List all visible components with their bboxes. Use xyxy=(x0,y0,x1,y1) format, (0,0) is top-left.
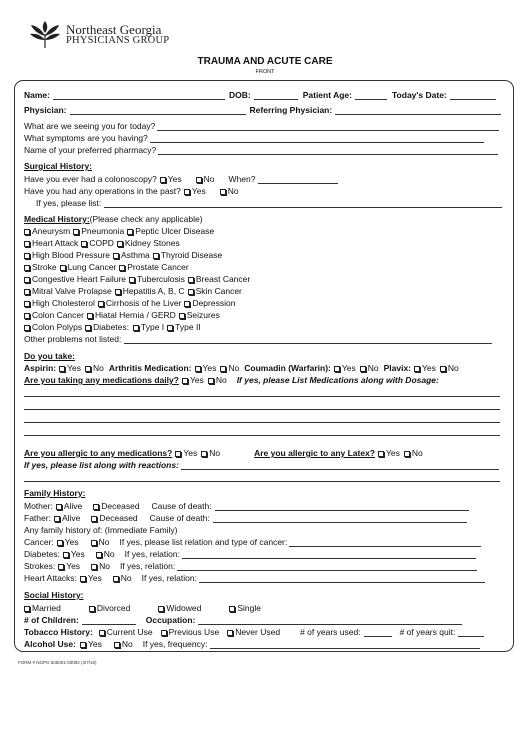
daily-no-checkbox[interactable] xyxy=(208,378,214,384)
colon-polyps-checkbox[interactable] xyxy=(24,325,30,331)
no-label: No xyxy=(228,363,240,373)
married-label: Married xyxy=(32,603,61,613)
no-label: No xyxy=(103,549,115,559)
allergy-meds-no-checkbox[interactable] xyxy=(201,451,207,457)
plavix-no-checkbox[interactable] xyxy=(440,366,446,372)
widowed-checkbox[interactable] xyxy=(158,606,164,612)
condition-checkbox[interactable] xyxy=(119,265,125,271)
heart-attacks-label: Heart Attacks: xyxy=(24,573,77,583)
condition-checkbox[interactable] xyxy=(129,277,135,283)
cancer-note-label: If yes, please list relation and type of cancer: xyxy=(119,537,288,547)
cancer-label: Cancer: xyxy=(24,537,54,547)
diabetes-label: Diabetes: xyxy=(24,549,60,559)
physician-label: Physician: xyxy=(24,105,67,115)
divorced-checkbox[interactable] xyxy=(89,606,95,612)
condition-checkbox[interactable] xyxy=(60,265,66,271)
current-use-checkbox[interactable] xyxy=(99,630,105,636)
family-cancer-row xyxy=(24,537,481,547)
condition-label: Lung Cancer xyxy=(67,262,117,272)
other-problems-field[interactable] xyxy=(124,335,492,344)
father-deceased-checkbox[interactable] xyxy=(91,516,97,522)
family-strokes-row xyxy=(24,561,477,571)
mother-deceased-checkbox[interactable] xyxy=(93,504,99,510)
alive-label: Alive xyxy=(61,513,81,523)
daily-meds-row xyxy=(24,375,439,385)
heart-no-checkbox[interactable] xyxy=(113,576,119,582)
coumadin-yes-checkbox[interactable] xyxy=(334,366,340,372)
no-label: No xyxy=(227,186,239,196)
condition-label: Cirrhosis of he Liver xyxy=(105,298,182,308)
previous-use-checkbox[interactable] xyxy=(161,630,167,636)
tobacco-row xyxy=(24,627,484,637)
diabetes-no-checkbox[interactable] xyxy=(96,552,102,558)
yes-label: Yes xyxy=(191,186,206,196)
question-2 xyxy=(24,133,484,143)
operations-list-field[interactable] xyxy=(104,199,502,208)
no-label: No xyxy=(99,561,110,571)
condition-checkbox[interactable] xyxy=(184,301,190,307)
form-subtitle: FRONT xyxy=(255,69,275,75)
today-label: Today's Date: xyxy=(392,90,447,100)
deceased-label: Deceased xyxy=(99,513,138,523)
never-used-label: Never Used xyxy=(235,627,281,637)
name-field[interactable] xyxy=(53,91,225,100)
children-row xyxy=(24,615,462,625)
medical-row-9 xyxy=(24,322,201,332)
physician-field[interactable] xyxy=(70,106,246,115)
cancer-field[interactable] xyxy=(289,538,481,547)
condition-label: Congestive Heart Failure xyxy=(32,274,127,284)
medical-row-7 xyxy=(24,298,235,308)
heart-yes-checkbox[interactable] xyxy=(80,576,86,582)
condition-label: Asthma xyxy=(120,250,150,260)
plavix-yes-checkbox[interactable] xyxy=(414,366,420,372)
allergy-meds-label: Are you allergic to any medications? xyxy=(24,448,173,458)
mother-alive-checkbox[interactable] xyxy=(56,504,62,510)
condition-checkbox[interactable] xyxy=(98,301,104,307)
operations-label: Have you had any operations in the past? xyxy=(24,186,181,196)
family-any-row: Any family history of: (Immediate Family) xyxy=(24,525,178,535)
operations-list-label: If yes, please list: xyxy=(36,198,102,208)
form-number: FORM # NGPG 505001-03092 (3/7/16) xyxy=(18,660,97,665)
yes-label: Yes xyxy=(87,639,102,649)
other-problems-label: Other problems not listed: xyxy=(24,334,122,344)
age-field[interactable] xyxy=(355,91,387,100)
condition-label: Hepatitis A, B, C xyxy=(122,286,185,296)
arthritis-no-checkbox[interactable] xyxy=(220,366,226,372)
father-label: Father: xyxy=(24,513,51,523)
meds-line-2[interactable] xyxy=(24,409,500,410)
condition-label: Tuberculosis xyxy=(137,274,185,284)
dob-label: DOB: xyxy=(228,90,251,100)
medical-heading-row xyxy=(24,214,203,224)
condition-label: Diabetes: xyxy=(93,322,130,332)
father-alive-checkbox[interactable] xyxy=(54,516,60,522)
question-3-label: Name of your preferred pharmacy? xyxy=(24,145,157,155)
relation-label: If yes, relation: xyxy=(141,573,197,583)
condition-checkbox[interactable] xyxy=(81,241,87,247)
alcohol-no-checkbox[interactable] xyxy=(114,642,120,648)
meds-list-note: If yes, please List Medications along with Dosage: xyxy=(236,375,439,385)
marital-row xyxy=(24,603,261,613)
coumadin-no-checkbox[interactable] xyxy=(360,366,366,372)
medical-heading: Medical History: xyxy=(24,214,90,224)
children-label: # of Children: xyxy=(24,615,79,625)
condition-label: Skin Cancer xyxy=(195,286,242,296)
operations-yes-checkbox[interactable] xyxy=(184,189,190,195)
single-label: Single xyxy=(237,603,261,613)
referring-label: Referring Physician: xyxy=(249,105,333,115)
strokes-yes-checkbox[interactable] xyxy=(58,564,64,570)
mother-cause-field[interactable] xyxy=(215,502,469,511)
condition-label: Thyroid Disease xyxy=(160,250,223,260)
family-diabetes-row xyxy=(24,549,476,559)
colonoscopy-label: Have you ever had a colonoscopy? xyxy=(24,174,157,184)
dob-field[interactable] xyxy=(254,91,298,100)
logo xyxy=(28,20,169,50)
family-heading: Family History: xyxy=(24,488,86,498)
latex-no-checkbox[interactable] xyxy=(404,451,410,457)
no-label: No xyxy=(120,573,132,583)
allergy-row xyxy=(24,448,423,458)
condition-label: Type II xyxy=(175,322,201,332)
meds-line-4[interactable] xyxy=(24,435,500,436)
condition-label: Colon Polyps xyxy=(32,322,83,332)
father-cause-field[interactable] xyxy=(213,514,467,523)
no-label: No xyxy=(203,174,215,184)
occupation-label: Occupation: xyxy=(145,615,196,625)
surgical-heading: Surgical History: xyxy=(24,161,93,171)
years-quit-label: # of years quit: xyxy=(399,627,456,637)
type-2-checkbox[interactable] xyxy=(167,325,173,331)
condition-label: Mitral Valve Prolapse xyxy=(32,286,112,296)
diabetes-checkbox[interactable] xyxy=(85,325,91,331)
yes-label: Yes xyxy=(189,375,204,385)
operations-no-checkbox[interactable] xyxy=(220,189,226,195)
medical-row-2 xyxy=(24,238,180,248)
plavix-label: Plavix: xyxy=(383,363,412,373)
colonoscopy-row xyxy=(24,174,338,184)
yes-label: Yes xyxy=(67,363,81,373)
alive-label: Alive xyxy=(63,501,83,511)
condition-checkbox[interactable] xyxy=(115,289,121,295)
colonoscopy-no-checkbox[interactable] xyxy=(196,177,202,183)
no-label: No xyxy=(411,448,423,458)
years-used-label: # of years used: xyxy=(300,627,361,637)
no-label: No xyxy=(367,363,379,373)
strokes-no-checkbox[interactable] xyxy=(91,564,97,570)
question-2-field[interactable] xyxy=(150,134,484,143)
alcohol-label: Alcohol Use: xyxy=(24,639,76,649)
patient-row-1 xyxy=(24,90,496,100)
allergy-meds-yes-checkbox[interactable] xyxy=(175,451,181,457)
allergy-list-label: If yes, please list along with reactions: xyxy=(24,460,179,470)
condition-checkbox[interactable] xyxy=(117,241,123,247)
medical-instructions: (Please check any applicable) xyxy=(89,214,203,224)
alcohol-yes-checkbox[interactable] xyxy=(80,642,86,648)
medical-row-1 xyxy=(24,226,214,236)
condition-checkbox[interactable] xyxy=(24,289,30,295)
medical-row-3 xyxy=(24,250,222,260)
meds-heading: Do you take: xyxy=(24,351,76,361)
medical-row-6 xyxy=(24,286,242,296)
age-label: Patient Age: xyxy=(302,90,352,100)
strokes-label: Strokes: xyxy=(24,561,56,571)
yes-label: Yes xyxy=(167,174,182,184)
other-problems-row xyxy=(24,334,492,344)
condition-checkbox[interactable] xyxy=(24,241,30,247)
tobacco-label: Tobacco History: xyxy=(24,627,93,637)
medical-row-8 xyxy=(24,310,220,320)
patient-row-2 xyxy=(24,105,501,115)
condition-label: Stroke xyxy=(32,262,57,272)
condition-checkbox[interactable] xyxy=(188,277,194,283)
medical-row-4 xyxy=(24,262,189,272)
relation-label: If yes, relation: xyxy=(124,549,180,559)
question-3 xyxy=(24,145,498,155)
allergy-list-field[interactable] xyxy=(181,461,499,470)
condition-checkbox[interactable] xyxy=(153,253,159,259)
social-heading: Social History: xyxy=(24,590,84,600)
condition-label: Breast Cancer xyxy=(195,274,251,284)
coumadin-label: Coumadin (Warfarin): xyxy=(244,363,331,373)
never-used-checkbox[interactable] xyxy=(227,630,233,636)
divorced-label: Divorced xyxy=(96,603,131,613)
condition-label: Depression xyxy=(192,298,236,308)
arthritis-yes-checkbox[interactable] xyxy=(195,366,201,372)
family-heart-row xyxy=(24,573,485,583)
operations-row xyxy=(24,186,239,196)
previous-use-label: Previous Use xyxy=(168,627,220,637)
cause-label: Cause of death: xyxy=(151,501,212,511)
yes-label: Yes xyxy=(341,363,356,373)
years-quit-field[interactable] xyxy=(458,628,484,637)
yes-label: Yes xyxy=(386,448,400,458)
logo-line-2: PHYSICIANS GROUP xyxy=(66,35,170,46)
widowed-label: Widowed xyxy=(166,603,202,613)
cancer-yes-checkbox[interactable] xyxy=(57,540,63,546)
name-label: Name: xyxy=(24,90,50,100)
meds-line-1[interactable] xyxy=(24,396,500,397)
when-label: When? xyxy=(228,174,256,184)
condition-label: Kidney Stones xyxy=(124,238,180,248)
condition-checkbox[interactable] xyxy=(24,229,30,235)
no-label: No xyxy=(215,375,227,385)
leaf-logo-icon xyxy=(28,20,62,50)
yes-label: Yes xyxy=(66,561,81,571)
condition-checkbox[interactable] xyxy=(24,265,30,271)
yes-label: Yes xyxy=(202,363,217,373)
condition-checkbox[interactable] xyxy=(87,313,93,319)
medical-row-5 xyxy=(24,274,250,284)
no-label: No xyxy=(98,537,110,547)
yes-label: Yes xyxy=(183,448,198,458)
daily-meds-label: Are you taking any medications daily? xyxy=(24,375,179,385)
yes-label: Yes xyxy=(87,573,102,583)
diabetes-relation-field[interactable] xyxy=(182,550,476,559)
question-1 xyxy=(24,121,499,131)
question-1-field[interactable] xyxy=(157,122,499,131)
yes-label: Yes xyxy=(64,537,79,547)
condition-label: Peptic Ulcer Disease xyxy=(135,226,215,236)
frequency-label: If yes, frequency: xyxy=(142,639,208,649)
relation-label: If yes, relation: xyxy=(119,561,176,571)
type-1-checkbox[interactable] xyxy=(133,325,139,331)
condition-label: High Blood Pressure xyxy=(32,250,110,260)
frequency-field[interactable] xyxy=(210,640,480,649)
condition-checkbox[interactable] xyxy=(24,313,30,319)
condition-label: Hiatal Hernia / GERD xyxy=(94,310,176,320)
condition-checkbox[interactable] xyxy=(24,253,30,259)
form-title: TRAUMA AND ACUTE CARE xyxy=(197,56,333,67)
logo-line-1: Northeast Georgia xyxy=(66,22,162,37)
cause-label: Cause of death: xyxy=(149,513,210,523)
cancer-no-checkbox[interactable] xyxy=(91,540,97,546)
allergy-line-1[interactable] xyxy=(24,481,500,482)
deceased-label: Deceased xyxy=(101,501,140,511)
allergy-list-row xyxy=(24,460,499,470)
occupation-field[interactable] xyxy=(198,616,462,625)
arthritis-label: Arthritis Medication: xyxy=(108,363,192,373)
question-2-label: What symptoms are you having? xyxy=(24,133,148,143)
yes-label: Yes xyxy=(70,549,85,559)
condition-checkbox[interactable] xyxy=(24,277,30,283)
condition-checkbox[interactable] xyxy=(113,253,119,259)
condition-checkbox[interactable] xyxy=(179,313,185,319)
diabetes-yes-checkbox[interactable] xyxy=(63,552,69,558)
question-3-field[interactable] xyxy=(158,146,498,155)
no-label: No xyxy=(121,639,133,649)
aspirin-no-checkbox[interactable] xyxy=(85,366,91,372)
condition-checkbox[interactable] xyxy=(73,229,79,235)
meds-line-3[interactable] xyxy=(24,422,500,423)
years-used-field[interactable] xyxy=(364,628,392,637)
condition-checkbox[interactable] xyxy=(24,301,30,307)
condition-label: Colon Cancer xyxy=(32,310,84,320)
condition-label: COPD xyxy=(89,238,114,248)
latex-yes-checkbox[interactable] xyxy=(378,451,384,457)
when-field[interactable] xyxy=(258,175,338,184)
mother-row xyxy=(24,501,469,511)
condition-label: Seizures xyxy=(186,310,220,320)
strokes-relation-field[interactable] xyxy=(177,562,477,571)
question-1-label: What are we seeing you for today? xyxy=(24,121,156,131)
condition-checkbox[interactable] xyxy=(188,289,194,295)
no-label: No xyxy=(447,363,459,373)
father-row xyxy=(24,513,467,523)
children-field[interactable] xyxy=(82,616,136,625)
allergy-latex-label: Are you allergic to any Latex? xyxy=(254,448,376,458)
daily-yes-checkbox[interactable] xyxy=(182,378,188,384)
alcohol-row xyxy=(24,639,480,649)
form-box xyxy=(14,80,514,652)
mother-label: Mother: xyxy=(24,501,53,511)
colonoscopy-yes-checkbox[interactable] xyxy=(160,177,166,183)
aspirin-yes-checkbox[interactable] xyxy=(59,366,65,372)
condition-label: Type I xyxy=(141,322,165,332)
no-label: No xyxy=(209,448,221,458)
no-label: No xyxy=(93,363,104,373)
single-checkbox[interactable] xyxy=(229,606,235,612)
meds-row xyxy=(24,363,459,373)
condition-label: Prostate Cancer xyxy=(127,262,189,272)
today-field[interactable] xyxy=(450,91,496,100)
condition-label: High Cholesterol xyxy=(32,298,95,308)
condition-checkbox[interactable] xyxy=(127,229,133,235)
operations-list-row xyxy=(36,198,502,208)
condition-label: Pneumonia xyxy=(81,226,125,236)
aspirin-label: Aspirin: xyxy=(24,363,57,373)
yes-label: Yes xyxy=(422,363,436,373)
condition-label: Heart Attack xyxy=(32,238,79,248)
referring-field[interactable] xyxy=(335,106,501,115)
married-checkbox[interactable] xyxy=(24,606,30,612)
current-use-label: Current Use xyxy=(106,627,153,637)
heart-relation-field[interactable] xyxy=(199,574,485,583)
condition-label: Aneurysm xyxy=(32,226,71,236)
